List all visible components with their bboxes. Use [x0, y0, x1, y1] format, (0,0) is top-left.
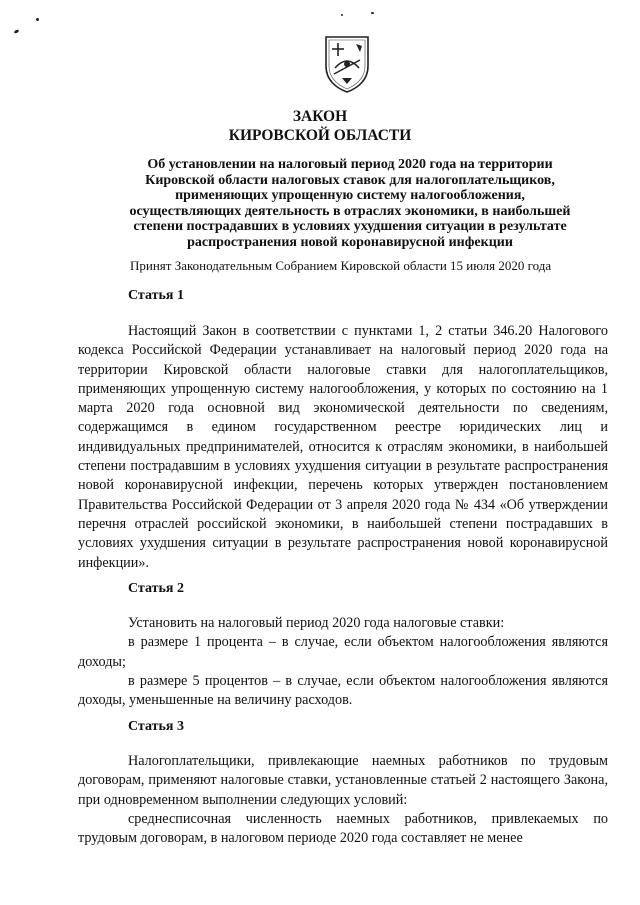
- article-3-heading: Статья 3: [128, 719, 184, 734]
- article-3-item: среднесписочная численность наемных работников, привлекаемых по трудовым договорам, в налоговом периоде 2020 года составляет не менее: [78, 810, 608, 847]
- law-subtitle: [96, 157, 604, 251]
- subtitle-line: распространения новой коронавирусной инфекции: [187, 234, 513, 250]
- scan-speck: [371, 12, 374, 14]
- article-2-item: в размере 5 процентов – в случае, если объектом налогообложения являются доходы, уменьшенные на величину расходов.: [78, 672, 608, 709]
- article-2-text: [78, 614, 608, 710]
- scan-speck: [341, 14, 343, 16]
- adoption-note: Принят Законодательным Собранием Кировской области 15 июля 2020 года: [130, 258, 552, 273]
- document-type: ЗАКОН: [292, 108, 348, 125]
- article-2-heading: Статья 2: [128, 581, 184, 596]
- subtitle-line: осуществляющих деятельность в отраслях экономики, в наибольшей: [129, 203, 571, 219]
- scan-speck: [14, 29, 20, 34]
- article-2-item: в размере 1 процента – в случае, если объектом налогообложения являются доходы;: [78, 634, 608, 670]
- article-2-intro: Установить на налоговый период 2020 года налоговые ставки:: [128, 615, 505, 631]
- article-1-heading: Статья 1: [128, 288, 184, 303]
- subtitle-line: Кировской области налоговых ставок для налогоплательщиков,: [145, 172, 555, 188]
- subtitle-line: применяющих упрощенную систему налогообложения,: [175, 188, 525, 204]
- region-name: КИРОВСКОЙ ОБЛАСТИ: [228, 127, 412, 144]
- article-1-paragraph: Настоящий Закон в соответствии с пунктами 1, 2 статьи 346.20 Налогового кодекса Российской Федерации устанавливает на налоговый период 2020 года на территории Кировской области налоговые ставки для налогоплательщиков, применяющих упрощенную систему налогообложения, у которых по состоянию на 1 марта 2020 года основной вид экономической деятельности по сведениям, содержащимся в едином государственном реестре юридических лиц и индивидуальных предпринимателей, относится к отраслям экономики, в наибольшей степени пострадавшим в условиях ухудшения ситуации в результате распространения новой коронавирусной инфекции, перечень которых утвержден постановлением Правительства Российской Федерации от 3 апреля 2020 года № 434 «Об утверждении перечня отраслей российской экономики, в наибольшей степени пострадавших в условиях ухудшения ситуации в результате распространения новой коронавирусной инфекции».: [78, 323, 608, 571]
- article-3-text: [78, 752, 608, 848]
- coat-of-arms-emblem: [322, 34, 372, 94]
- article-3-intro: Налогоплательщики, привлекающие наемных работников по трудовым договорам, применяют налоговые ставки, установленные статьей 2 настоящего Закона, при одновременном выполнении следующих условий:: [78, 753, 608, 808]
- subtitle-line: Об установлении на налоговый период 2020 года на территории: [147, 157, 553, 172]
- scan-speck: [36, 18, 39, 21]
- subtitle-line: степени пострадавших в условиях ухудшения ситуации в результате: [133, 219, 567, 235]
- article-1-text: [78, 322, 608, 573]
